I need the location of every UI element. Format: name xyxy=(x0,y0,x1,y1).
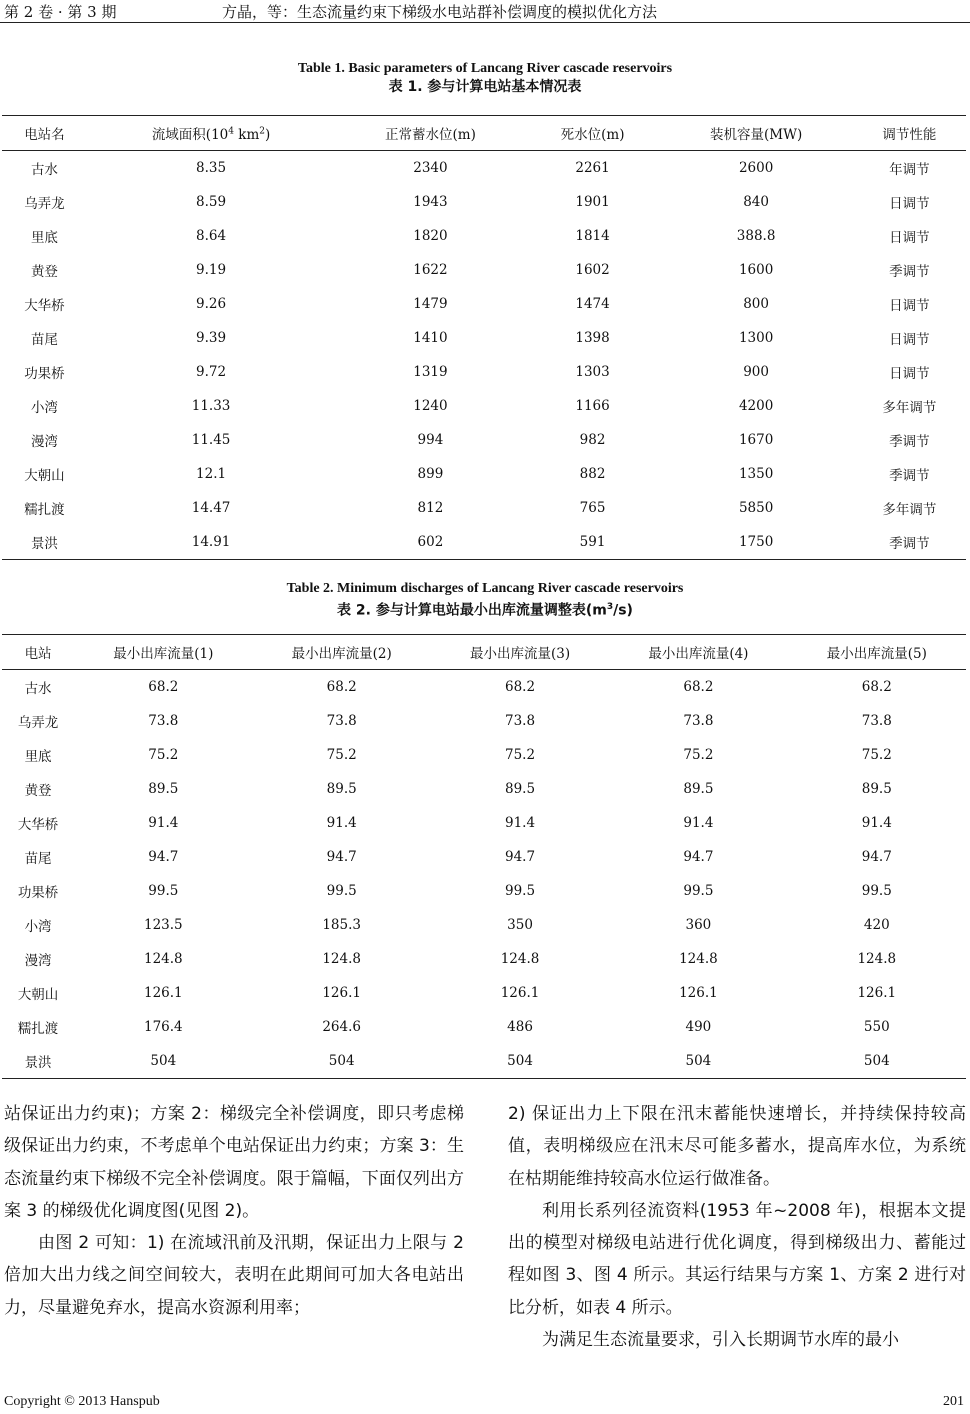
table-cell: 840 xyxy=(743,194,769,210)
table-row xyxy=(2,704,966,738)
col-header: 死水位(m) xyxy=(560,127,625,143)
col-header: 电站 xyxy=(24,646,52,662)
table-cell: 91.4 xyxy=(505,815,536,831)
table-cell: 黄登 xyxy=(24,783,52,799)
table-cell: 季调节 xyxy=(889,536,930,552)
table-cell: 124.8 xyxy=(679,951,718,967)
col-header: 最小出库流量(1) xyxy=(113,646,214,662)
table1-station-parameters xyxy=(2,115,966,560)
table-cell: 73.8 xyxy=(505,713,536,729)
table-cell: 68.2 xyxy=(505,679,536,695)
table-row xyxy=(2,908,966,942)
table-cell: 89.5 xyxy=(505,781,536,797)
table2-caption-en: Table 2. Minimum discharges of Lancang River cascade reservoirs xyxy=(286,581,684,596)
table-cell: 73.8 xyxy=(683,713,714,729)
table-row xyxy=(2,389,966,423)
table-cell: 602 xyxy=(417,534,444,550)
table-cell: 982 xyxy=(579,432,606,448)
table-cell: 185.3 xyxy=(322,917,361,933)
table-cell: 日调节 xyxy=(889,230,930,246)
table-cell: 94.7 xyxy=(683,849,714,865)
table-cell: 黄登 xyxy=(30,264,58,280)
table-cell: 800 xyxy=(743,296,769,312)
table-cell: 176.4 xyxy=(143,1019,183,1035)
table-cell: 99.5 xyxy=(861,883,892,899)
table-cell: 5850 xyxy=(738,500,774,516)
table-row xyxy=(2,355,966,389)
table-row xyxy=(2,942,966,976)
table-cell: 14.47 xyxy=(191,500,231,516)
table-cell: 乌弄龙 xyxy=(24,196,65,212)
table-row xyxy=(2,772,966,806)
table-cell: 9.26 xyxy=(196,296,227,312)
table-row xyxy=(2,219,966,253)
col-header: 最小出库流量(4) xyxy=(648,646,749,662)
table-cell: 504 xyxy=(507,1053,533,1069)
table-cell: 乌弄龙 xyxy=(17,715,59,731)
table-cell: 68.2 xyxy=(326,679,357,695)
table-cell: 小湾 xyxy=(24,919,52,935)
table-cell: 1750 xyxy=(738,534,774,550)
table-cell: 1350 xyxy=(738,466,774,482)
table-cell: 1814 xyxy=(575,228,610,244)
table-cell: 景洪 xyxy=(24,1055,52,1071)
table-cell: 季调节 xyxy=(889,264,930,280)
table-cell: 12.1 xyxy=(196,466,227,482)
table-cell: 89.5 xyxy=(861,781,892,797)
table-row xyxy=(2,185,966,219)
table-cell: 日调节 xyxy=(889,332,930,348)
running-header xyxy=(0,0,970,23)
table-cell: 1670 xyxy=(738,432,774,448)
table-cell: 504 xyxy=(150,1053,177,1069)
table-cell: 99.5 xyxy=(326,883,357,899)
table-row xyxy=(2,253,966,287)
table-cell: 420 xyxy=(863,917,890,933)
table-cell: 日调节 xyxy=(889,366,930,382)
table-cell: 9.72 xyxy=(196,364,227,380)
table-cell: 1240 xyxy=(413,398,448,414)
table-row xyxy=(2,423,966,457)
table-cell: 大朝山 xyxy=(24,468,65,484)
table-cell: 123.5 xyxy=(143,917,183,933)
table-row xyxy=(2,321,966,355)
table-cell: 漫湾 xyxy=(24,953,52,969)
table-cell: 68.2 xyxy=(683,679,714,695)
table-cell: 季调节 xyxy=(889,468,930,484)
table-cell: 8.35 xyxy=(196,160,227,176)
table-cell: 73.8 xyxy=(148,713,179,729)
table-cell: 1600 xyxy=(738,262,774,278)
table-cell: 94.7 xyxy=(861,849,892,865)
table-row xyxy=(2,457,966,491)
table-cell: 75.2 xyxy=(505,747,536,763)
body-column-right xyxy=(508,1098,966,1356)
table-cell: 4200 xyxy=(738,398,774,414)
col-header: 调节性能 xyxy=(882,127,937,143)
table-cell: 75.2 xyxy=(683,747,714,763)
paragraph: 为满足生态流量要求，引入长期调节水库的最小 xyxy=(542,1330,899,1351)
table-cell: 91.4 xyxy=(326,815,357,831)
table-cell: 350 xyxy=(507,917,533,933)
table2-minimum-discharges xyxy=(2,634,966,1079)
table-cell: 里底 xyxy=(24,749,52,765)
paragraph: 2) 保证出力上下限在汛末蓄能快速增长，并持续保持较高值，表明梯级应在汛末尽可能多蓄水，提高库水位，为系统在枯期能维持较高水位运行做准备。 xyxy=(508,1104,966,1189)
col-header: 最小出库流量(2) xyxy=(291,646,392,662)
table-row xyxy=(2,738,966,772)
table-cell: 126.1 xyxy=(143,985,183,1001)
table-cell: 大朝山 xyxy=(17,987,59,1003)
table-cell: 1622 xyxy=(413,262,448,278)
table-cell: 126.1 xyxy=(500,985,540,1001)
table-cell: 73.8 xyxy=(861,713,892,729)
table-row xyxy=(2,1044,966,1079)
table-cell: 1303 xyxy=(575,364,610,380)
table-header-row xyxy=(2,635,966,670)
col-header: 装机容量(MW) xyxy=(710,127,803,143)
col-header: 流域面积($10^4$ $km^2$) xyxy=(151,126,271,143)
table-cell: 漫湾 xyxy=(30,434,58,450)
table-cell: 多年调节 xyxy=(882,400,937,416)
table-cell: 景洪 xyxy=(30,536,58,552)
table2-caption xyxy=(0,580,970,620)
table-cell: 126.1 xyxy=(322,985,361,1001)
table-cell: 1300 xyxy=(738,330,774,346)
table-cell: 2261 xyxy=(575,160,610,176)
body-column-left xyxy=(4,1098,464,1324)
table-cell: 2340 xyxy=(413,160,448,176)
table-cell: 994 xyxy=(417,432,444,448)
table-cell: 75.2 xyxy=(326,747,357,763)
table-cell: 1479 xyxy=(413,296,448,312)
table-cell: 94.7 xyxy=(326,849,357,865)
paragraph: 由图 2 可知：1) 在流域汛前及汛期，保证出力上限与 2 倍加大出力线之间空间较大，表明在此期间可加大各电站出力，尽量避免弃水，提高水资源利用率； xyxy=(4,1233,464,1318)
table-row xyxy=(2,806,966,840)
table-cell: 73.8 xyxy=(326,713,357,729)
table1-caption-zh: 表 1. 参与计算电站基本情况表 xyxy=(388,79,582,95)
table-cell: 14.91 xyxy=(191,534,231,550)
table-row xyxy=(2,151,966,186)
table-cell: 日调节 xyxy=(889,196,930,212)
table-cell: 504 xyxy=(328,1053,355,1069)
table-cell: 591 xyxy=(579,534,606,550)
table-cell: 94.7 xyxy=(148,849,179,865)
table-cell: 多年调节 xyxy=(882,502,937,518)
table-cell: 89.5 xyxy=(148,781,179,797)
table-cell: 504 xyxy=(863,1053,890,1069)
table-cell: 1943 xyxy=(413,194,448,210)
table-cell: 年调节 xyxy=(889,162,930,178)
table-cell: 小湾 xyxy=(30,400,58,416)
table-cell: 9.39 xyxy=(196,330,227,346)
table-cell: 812 xyxy=(417,500,444,516)
table-row xyxy=(2,976,966,1010)
table-cell: 75.2 xyxy=(861,747,892,763)
table-cell: 8.59 xyxy=(196,194,227,210)
running-title: 方晶，等：生态流量约束下梯级水电站群补偿调度的模拟优化方法 xyxy=(222,3,658,21)
table-cell: 124.8 xyxy=(143,951,183,967)
table-cell: 486 xyxy=(507,1019,533,1035)
table-cell: 91.4 xyxy=(683,815,714,831)
table-cell: 68.2 xyxy=(861,679,892,695)
table-cell: 99.5 xyxy=(505,883,536,899)
table-cell: 68.2 xyxy=(148,679,179,695)
col-header: 电站名 xyxy=(24,127,65,143)
col-header: 正常蓄水位(m) xyxy=(385,127,476,143)
table-cell: 古水 xyxy=(30,162,58,178)
table-cell: 550 xyxy=(863,1019,890,1035)
col-header: 最小出库流量(5) xyxy=(826,646,927,662)
table-cell: 功果桥 xyxy=(24,366,65,382)
table-cell: 里底 xyxy=(30,230,58,246)
table-cell: 大华桥 xyxy=(17,817,59,833)
table-header-row xyxy=(2,116,966,151)
table1-caption xyxy=(0,60,970,96)
table1-caption-en: Table 1. Basic parameters of Lancang River cascade reservoirs xyxy=(297,61,673,76)
table-cell: 126.1 xyxy=(679,985,718,1001)
table-cell: 765 xyxy=(579,500,606,516)
table2-caption-zh: 表 2. 参与计算电站最小出库流量调整表$(m^3/s)$ xyxy=(337,602,633,619)
paragraph: 利用长系列径流资料(1953 年~2008 年)，根据本文提出的模型对梯级电站进行优化调度，得到梯级出力、蓄能过程如图 3、图 4 所示。其运行结果与方案 1、方案 2 进行对比分析，如表 4 所示。 xyxy=(508,1200,966,1318)
table-cell: 古水 xyxy=(24,681,52,697)
table-row xyxy=(2,525,966,560)
table-cell: 91.4 xyxy=(148,815,179,831)
table-cell: 季调节 xyxy=(889,434,930,450)
volume-issue: 第 2 卷 · 第 3 期 xyxy=(4,3,117,21)
table-cell: 1319 xyxy=(413,364,448,380)
table-row xyxy=(2,840,966,874)
table-cell: 糯扎渡 xyxy=(24,502,65,518)
table-cell: 388.8 xyxy=(736,228,776,244)
table-cell: 9.19 xyxy=(196,262,227,278)
table-cell: 日调节 xyxy=(889,298,930,314)
table-cell: 126.1 xyxy=(857,985,897,1001)
table-cell: 11.45 xyxy=(191,432,231,448)
table-cell: 功果桥 xyxy=(17,885,59,901)
table-cell: 94.7 xyxy=(505,849,536,865)
table-cell: 1820 xyxy=(413,228,448,244)
table-cell: 11.33 xyxy=(191,398,231,414)
table-cell: 1901 xyxy=(575,194,610,210)
copyright: Copyright © 2013 Hanspub xyxy=(4,1394,160,1409)
table-cell: 8.64 xyxy=(196,228,227,244)
page-number: 201 xyxy=(943,1394,964,1409)
table-row xyxy=(2,287,966,321)
table-cell: 2600 xyxy=(738,160,774,176)
table-cell: 490 xyxy=(685,1019,712,1035)
table-cell: 504 xyxy=(685,1053,712,1069)
col-header: 最小出库流量(3) xyxy=(469,646,571,662)
table-row xyxy=(2,491,966,525)
table-cell: 899 xyxy=(417,466,444,482)
table-cell: 1602 xyxy=(575,262,610,278)
table-cell: 苗尾 xyxy=(24,851,52,867)
table-row xyxy=(2,1010,966,1044)
table-cell: 89.5 xyxy=(326,781,357,797)
table-cell: 89.5 xyxy=(683,781,714,797)
paragraph: 站保证出力约束)；方案 2：梯级完全补偿调度，即只考虑梯级保证出力约束，不考虑单个电站保证出力约束；方案 3：生态流量约束下梯级不完全补偿调度。限于篇幅，下面仅列出方案 3 的梯级优化调度图(见图 2)。 xyxy=(4,1104,464,1221)
table-cell: 124.8 xyxy=(500,951,540,967)
table-cell: 1474 xyxy=(575,296,610,312)
table-cell: 99.5 xyxy=(683,883,714,899)
table-cell: 91.4 xyxy=(861,815,892,831)
table-cell: 苗尾 xyxy=(30,332,58,348)
table-row xyxy=(2,670,966,705)
table-cell: 1410 xyxy=(413,330,448,346)
table-cell: 360 xyxy=(685,917,712,933)
table-cell: 882 xyxy=(579,466,606,482)
table-cell: 1398 xyxy=(575,330,610,346)
table-row xyxy=(2,874,966,908)
table-cell: 1166 xyxy=(575,398,610,414)
table-cell: 124.8 xyxy=(857,951,897,967)
table-cell: 糯扎渡 xyxy=(17,1021,59,1037)
table-cell: 124.8 xyxy=(322,951,361,967)
table-cell: 75.2 xyxy=(148,747,179,763)
table-cell: 大华桥 xyxy=(24,298,65,314)
table-cell: 99.5 xyxy=(148,883,179,899)
table-cell: 264.6 xyxy=(322,1019,361,1035)
table-cell: 900 xyxy=(743,364,769,380)
